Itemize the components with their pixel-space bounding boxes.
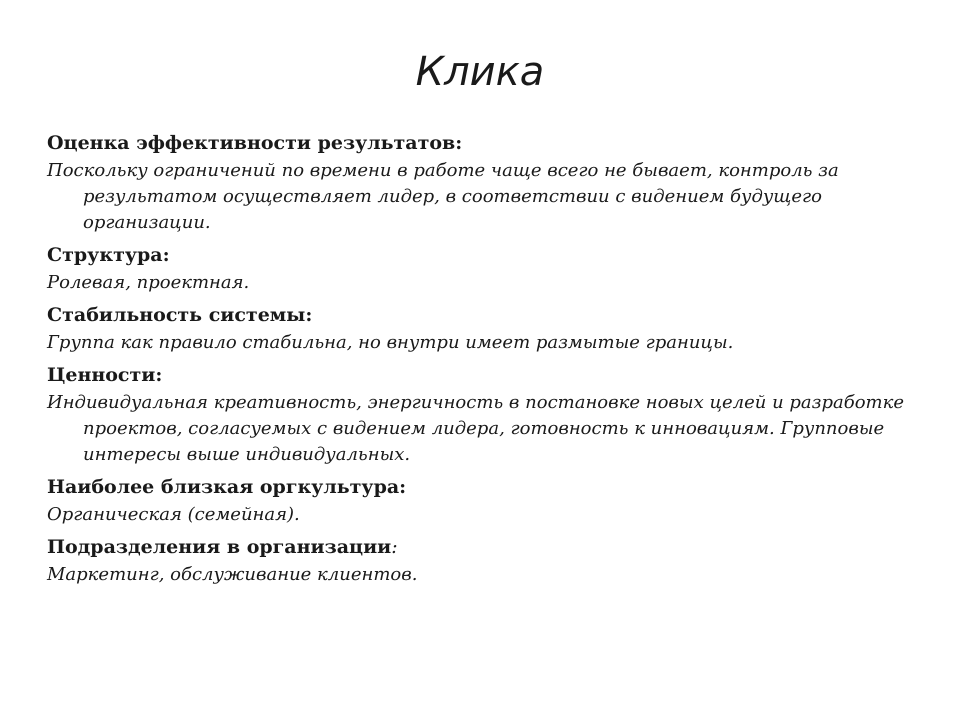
section-heading: [47, 302, 917, 328]
section-evaluation: [47, 130, 917, 236]
section-departments: [47, 534, 917, 588]
section-values: [47, 362, 917, 468]
section-heading: [47, 362, 917, 388]
section-heading-text: Наиболее близкая оргкультура:: [47, 476, 407, 498]
section-heading: [47, 534, 917, 560]
slide-title: Клика: [415, 49, 545, 95]
section-body: Индивидуальная креативность, энергичность в постановке новых целей и разработке проектов, согласуемых с видением лидера, готовность к инновациям. Групповые интересы выше индивидуальных.: [47, 392, 905, 465]
section-heading-colon: :: [391, 536, 398, 558]
section-body: Группа как правило стабильна, но внутри имеет размытые границы.: [47, 332, 734, 353]
section-body: Ролевая, проектная.: [47, 272, 250, 293]
section-body: Органическая (семейная).: [47, 504, 300, 525]
section-heading: [47, 474, 917, 500]
slide-content: [47, 130, 917, 588]
section-heading: [47, 242, 917, 268]
section-heading-text: Структура:: [47, 244, 170, 266]
section-orgculture: [47, 474, 917, 528]
section-heading-text: Подразделения в организации: [47, 536, 392, 558]
section-structure: [47, 242, 917, 296]
section-heading-text: Ценности:: [47, 364, 163, 386]
section-heading-text: Стабильность системы:: [47, 304, 313, 326]
section-heading: [47, 130, 917, 156]
section-heading-text: Оценка эффективности результатов:: [47, 132, 463, 154]
section-body: Маркетинг, обслуживание клиентов.: [47, 564, 418, 585]
section-body: Поскольку ограничений по времени в работе чаще всего не бывает, контроль за результатом осуществляет лидер, в соответствии с видением будущего организации.: [47, 160, 839, 233]
section-stability: [47, 302, 917, 356]
